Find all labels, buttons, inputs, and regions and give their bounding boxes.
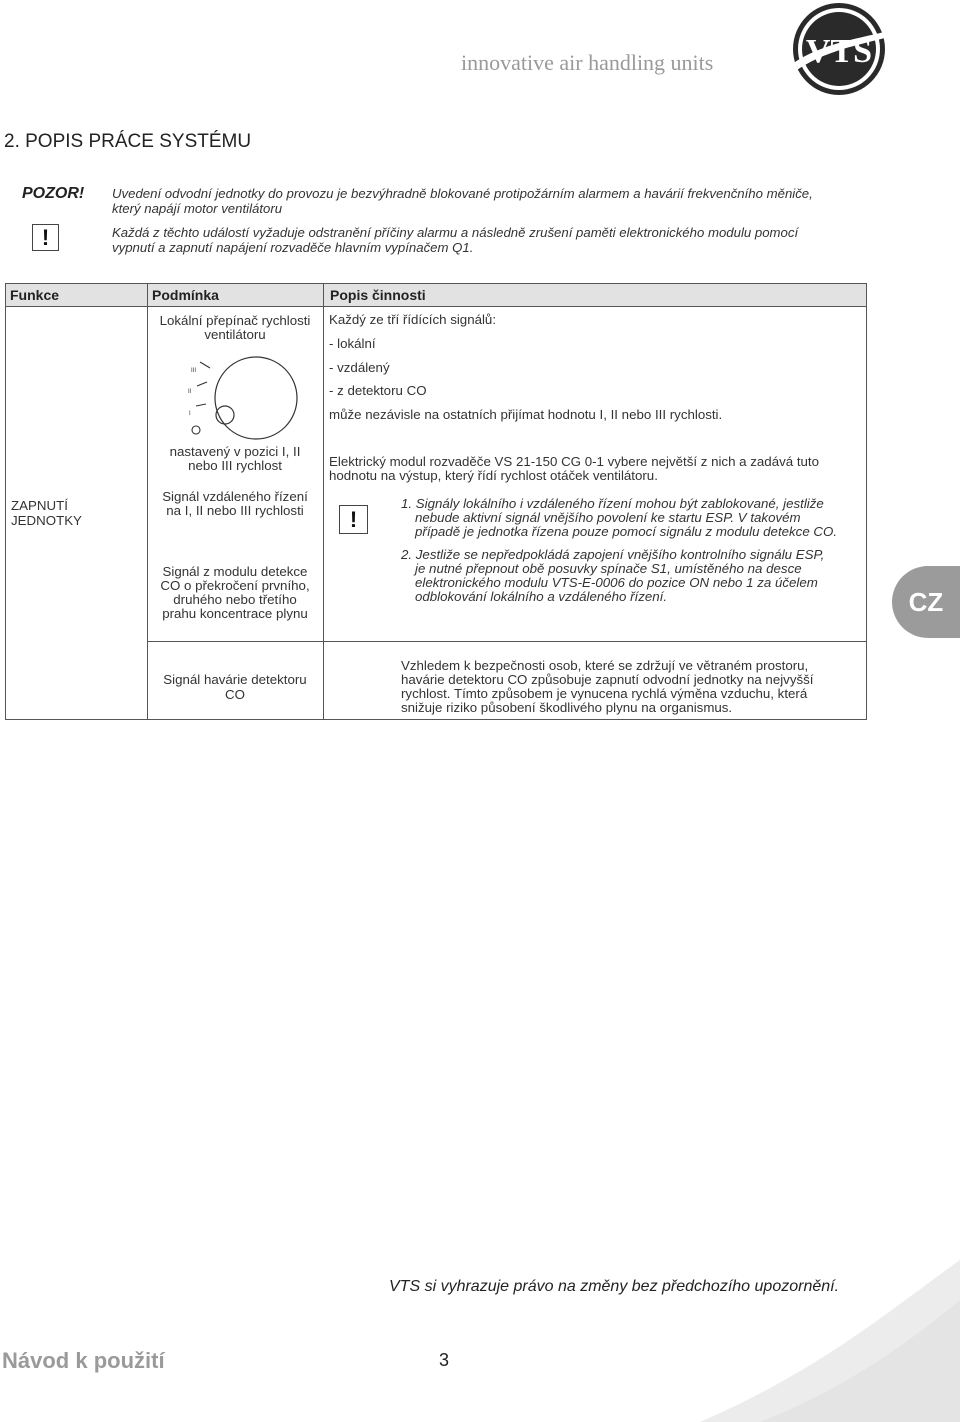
switch-mark-2: II (188, 389, 192, 395)
section-title: 2. POPIS PRÁCE SYSTÉMU (4, 131, 252, 152)
cond-set-line1: nastavený v pozici I, II (169, 444, 301, 459)
cond-set-line2: nebo III rychlost (188, 458, 282, 473)
cond-co-line1: Signál z modulu detekce (162, 564, 308, 579)
warning-text-line3: Každá z těchto událostí vyžaduje odstranění příčiny alarmu a následně zrušení paměti elektronického modulu pomocí (112, 225, 799, 240)
manual-label: Návod k použití (2, 1348, 165, 1373)
page-number: 3 (439, 1350, 450, 1370)
cond-switch-line2: ventilátoru (204, 327, 266, 342)
warning-label: POZOR! (22, 185, 85, 202)
desc-signal-3: - z detektoru CO (329, 383, 427, 398)
desc-signal-2: - vzdálený (329, 360, 390, 375)
desc-module-line2: hodnotu na výstup, který řídí rychlost otáček ventilátoru. (329, 468, 658, 483)
corner-swoosh-decoration (640, 1240, 960, 1422)
cond-switch-line1: Lokální přepínač rychlosti (159, 313, 311, 328)
table-divider (6, 306, 866, 307)
vts-logo-icon (784, 2, 894, 96)
note1-line1: 1. Signály lokálního i vzdáleného řízení mohou být zablokované, jestliže (401, 496, 824, 511)
function-line2: JEDNOTKY (11, 513, 82, 528)
desc-signals-intro: Každý ze tří řídících signálů: (329, 312, 497, 327)
desc-alarm-line1: Vzhledem k bezpečnosti osob, které se zdržují ve větraném prostoru, (401, 658, 809, 673)
warning-text-line2: který napájí motor ventilátoru (112, 201, 283, 216)
note-warning-icon: ! (339, 505, 368, 534)
desc-alarm-line4: snižuje riziko působení škodlivého plynu na organismus. (401, 700, 733, 715)
header-popis: Popis činnosti (330, 287, 426, 303)
switch-mark-3: III (191, 368, 197, 374)
footer-note: VTS si vyhrazuje právo na změny bez předchozího upozornění. (389, 1278, 840, 1295)
cond-co-line3: druhého nebo třetího (173, 592, 297, 607)
cond-alarm-line1: Signál havárie detektoru (163, 672, 307, 687)
warning-icon: ! (32, 224, 59, 251)
warning-text-line1: Uvedení odvodní jednotky do provozu je bezvýhradně blokované protipožárním alarmem a havárií frekvenčního měniče, (112, 186, 813, 201)
cond-alarm-line2: CO (225, 687, 245, 702)
vts-logo (784, 2, 894, 96)
header-tagline: innovative air handling units (461, 50, 714, 75)
cond-co-line2: CO o překročení prvního, (160, 578, 310, 593)
warning-text-line4: vypnutí a zapnutí napájení rozvaděče hlavním vypínačem Q1. (112, 240, 474, 255)
note1-line3: případě je jednotka řízena pouze pomocí signálu z modulu detekce CO. (415, 524, 838, 539)
function-line1: ZAPNUTÍ (11, 498, 68, 513)
table-divider (323, 284, 324, 719)
note2-line3: elektronického modulu VTS-E-0006 do pozice ON nebo 1 za účelem (415, 575, 818, 590)
cond-remote-line2: na I, II nebo III rychlosti (166, 503, 304, 518)
desc-signal-1: - lokální (329, 336, 376, 351)
note2-line2: je nutné přepnout obě posuvky spínače S1, umístěného na desce (415, 561, 802, 576)
header-podminka: Podmínka (152, 287, 219, 303)
table-divider (147, 641, 866, 642)
switch-mark-1: I (189, 411, 191, 417)
cond-remote-line1: Signál vzdáleného řízení (162, 489, 308, 504)
note2-line1: 2. Jestliže se nepředpokládá zapojení vnějšího kontrolního signálu ESP, (401, 547, 825, 562)
desc-signals-outro: může nezávisle na ostatních přijímat hodnotu I, II nebo III rychlosti. (329, 407, 723, 422)
speed-switch-diagram (180, 355, 305, 440)
note1-line2: nebude aktivní signál vnějšího povolení ke startu ESP. V takovém (415, 510, 801, 525)
note2-line4: odblokování lokálního a vzdáleného řízení. (415, 589, 668, 604)
table-header-row (6, 284, 866, 307)
desc-alarm-line3: rychlost. Tímto způsobem je vynucena rychlá výměna vzduchu, která (401, 686, 808, 701)
logo-text: VTS (805, 33, 873, 70)
desc-alarm-line2: havárie detektoru CO způsobuje zapnutí odvodní jednotky na nejvyšší (401, 672, 814, 687)
language-tab: CZ (892, 566, 960, 638)
header-funkce: Funkce (10, 287, 60, 303)
desc-module-line1: Elektrický modul rozvaděče VS 21-150 CG 0-1 vybere největší z nich a zadává tuto (329, 454, 820, 469)
cond-co-line4: prahu koncentrace plynu (162, 606, 308, 621)
